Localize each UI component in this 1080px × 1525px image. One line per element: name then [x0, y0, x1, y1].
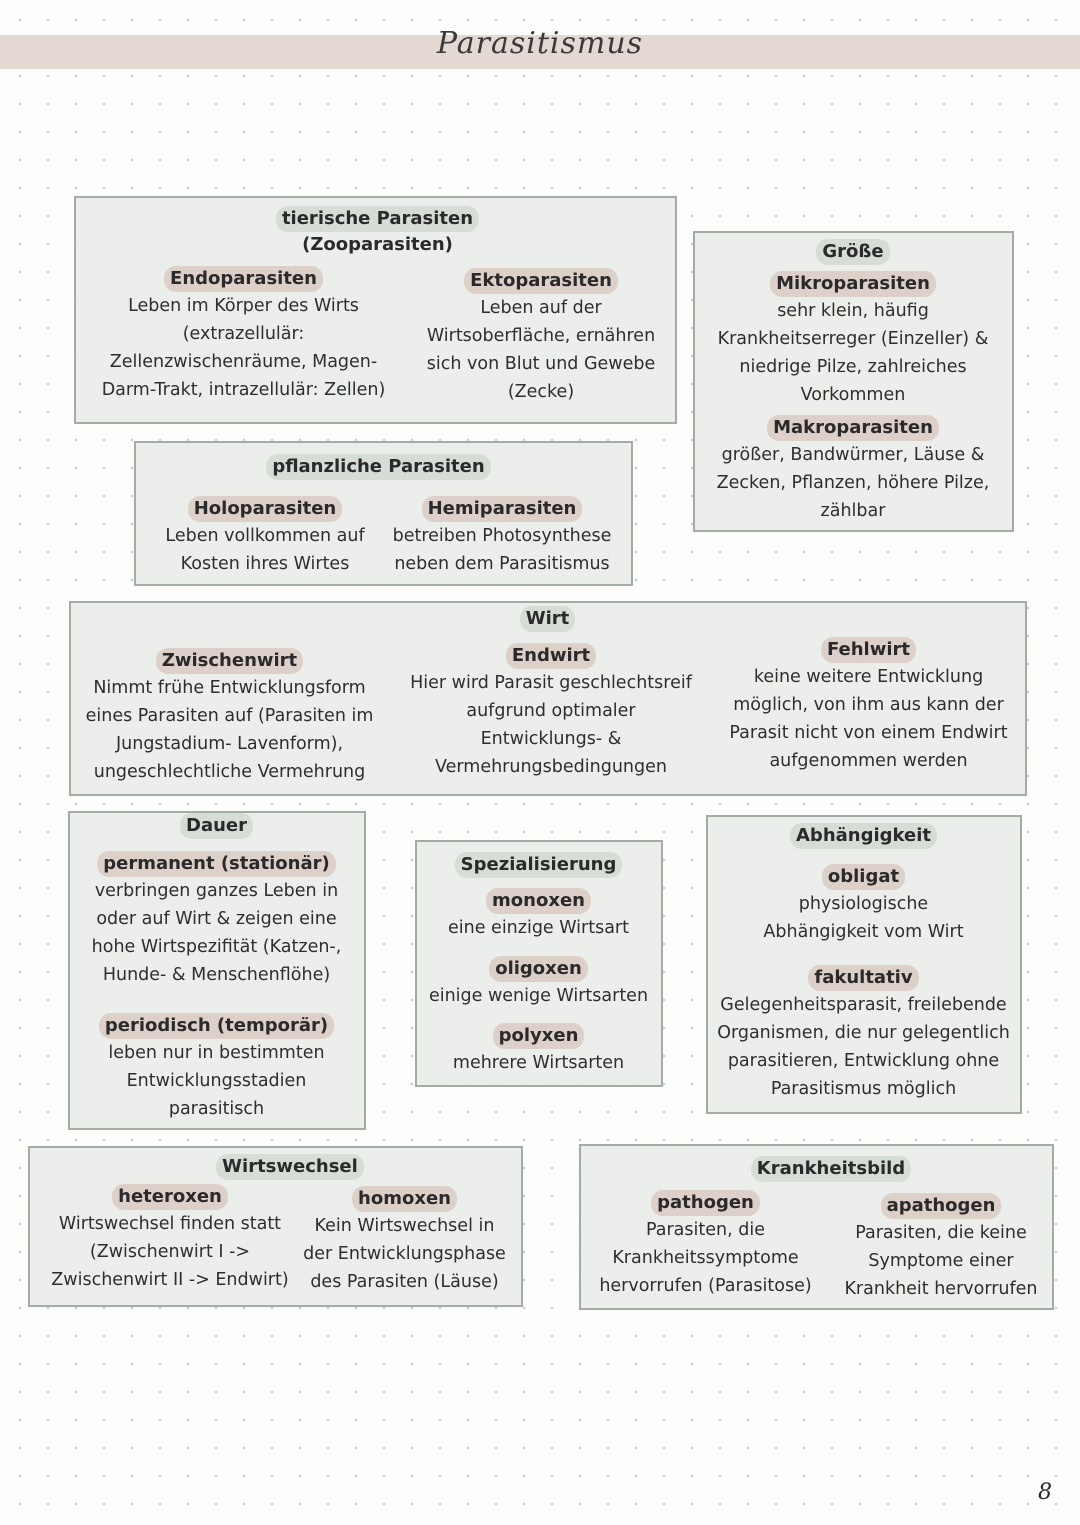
- text-endwirt: Hier wird Parasit geschlechtsreif aufgrund optimaler Entwicklungs- & Vermehrungsbedingungen: [410, 673, 692, 777]
- box-dauer: [68, 811, 366, 1130]
- text-holoparasiten: Leben vollkommen auf Kosten ihres Wirtes: [165, 526, 365, 574]
- heading-pflanzliche-parasiten: pflanzliche Parasiten: [266, 454, 490, 480]
- box-groesse: [693, 231, 1014, 532]
- heading-tierische-parasiten: tierische Parasiten: [276, 206, 479, 232]
- subheading-zooparasiten: (Zooparasiten): [302, 234, 453, 255]
- heading-dauer: Dauer: [180, 813, 253, 839]
- text-apathogen: Parasiten, die keine Symptome einer Krankheit hervorrufen: [844, 1223, 1038, 1299]
- text-makroparasiten: größer, Bandwürmer, Läuse & Zecken, Pflanzen, höhere Pilze, zählbar: [716, 445, 990, 521]
- box-krankheitsbild: [579, 1144, 1054, 1310]
- label-ektoparasiten: Ektoparasiten: [464, 268, 618, 294]
- label-fakultativ: fakultativ: [808, 965, 918, 991]
- box-abhaengigkeit: [706, 815, 1022, 1114]
- text-oligoxen: einige wenige Wirtsarten: [428, 986, 649, 1006]
- label-monoxen: monoxen: [486, 888, 591, 914]
- text-homoxen: Kein Wirtswechsel in der Entwicklungsphase des Parasiten (Läuse): [303, 1216, 506, 1292]
- text-zwischenwirt: Nimmt frühe Entwicklungsform eines Parasiten auf (Parasiten im Jungstadium- Lavenform), ungeschlechtliche Vermehrung: [85, 678, 374, 782]
- text-heteroxen: Wirtswechsel finden statt (Zwischenwirt I -> Zwischenwirt II -> Endwirt): [51, 1214, 289, 1290]
- heading-wirt: Wirt: [520, 606, 576, 632]
- heading-spezialisierung: Spezialisierung: [455, 852, 623, 878]
- page-number: 8: [1038, 1480, 1052, 1505]
- box-wirtswechsel: [28, 1146, 523, 1307]
- box-pflanzliche-parasiten: [134, 441, 633, 586]
- label-permanent: permanent (stationär): [97, 851, 335, 877]
- label-obligat: obligat: [822, 864, 905, 890]
- page-title: Parasitismus: [436, 26, 644, 61]
- label-hemiparasiten: Hemiparasiten: [422, 496, 583, 522]
- label-polyxen: polyxen: [493, 1023, 585, 1049]
- label-pathogen: pathogen: [651, 1190, 760, 1216]
- box-spezialisierung: [415, 840, 663, 1087]
- box-wirt: [69, 601, 1027, 796]
- label-fehlwirt: Fehlwirt: [821, 637, 916, 663]
- text-periodisch: leben nur in bestimmten Entwicklungsstadien parasitisch: [108, 1043, 325, 1119]
- text-fakultativ: Gelegenheitsparasit, freilebende Organismen, die nur gelegentlich parasitieren, Entwicklung ohne Parasitismus möglich: [717, 995, 1010, 1099]
- label-apathogen: apathogen: [881, 1193, 1002, 1219]
- text-obligat: physiologische Abhängigkeit vom Wirt: [763, 894, 964, 942]
- box-tierische-parasiten: [74, 196, 677, 424]
- text-endoparasiten: Leben im Körper des Wirts (extrazellulär: Zellenzwischenräume, Magen- Darm-Trakt, intrazellulär: Zellen): [101, 296, 386, 400]
- text-pathogen: Parasiten, die Krankheitssymptome hervorrufen (Parasitose): [599, 1220, 812, 1296]
- label-endoparasiten: Endoparasiten: [164, 266, 323, 292]
- text-fehlwirt: keine weitere Entwicklung möglich, von ihm aus kann der Parasit nicht von einem Endwirt aufgenommen werden: [729, 667, 1008, 771]
- heading-abhaengigkeit: Abhängigkeit: [790, 823, 937, 849]
- heading-groesse: Größe: [816, 239, 889, 265]
- label-periodisch: periodisch (temporär): [99, 1013, 334, 1039]
- text-hemiparasiten: betreiben Photosynthese neben dem Parasitismus: [392, 526, 612, 574]
- label-endwirt: Endwirt: [506, 643, 596, 669]
- text-permanent: verbringen ganzes Leben in oder auf Wirt & zeigen eine hohe Wirtspezifität (Katzen-, Hunde- & Menschenflöhe): [91, 881, 342, 985]
- heading-krankheitsbild: Krankheitsbild: [751, 1156, 911, 1182]
- text-monoxen: eine einzige Wirtsart: [448, 918, 629, 938]
- label-makroparasiten: Makroparasiten: [767, 415, 939, 441]
- label-oligoxen: oligoxen: [489, 956, 588, 982]
- label-zwischenwirt: Zwischenwirt: [156, 648, 303, 674]
- label-homoxen: homoxen: [352, 1186, 457, 1212]
- label-mikroparasiten: Mikroparasiten: [770, 271, 936, 297]
- text-polyxen: mehrere Wirtsarten: [452, 1053, 625, 1073]
- heading-wirtswechsel: Wirtswechsel: [216, 1154, 364, 1180]
- text-ektoparasiten: Leben auf der Wirtsoberfläche, ernähren sich von Blut und Gewebe (Zecke): [426, 298, 656, 402]
- label-heteroxen: heteroxen: [112, 1184, 228, 1210]
- label-holoparasiten: Holoparasiten: [188, 496, 343, 522]
- text-mikroparasiten: sehr klein, häufig Krankheitserreger (Einzeller) & niedrige Pilze, zahlreiches Vorkommen: [717, 301, 989, 405]
